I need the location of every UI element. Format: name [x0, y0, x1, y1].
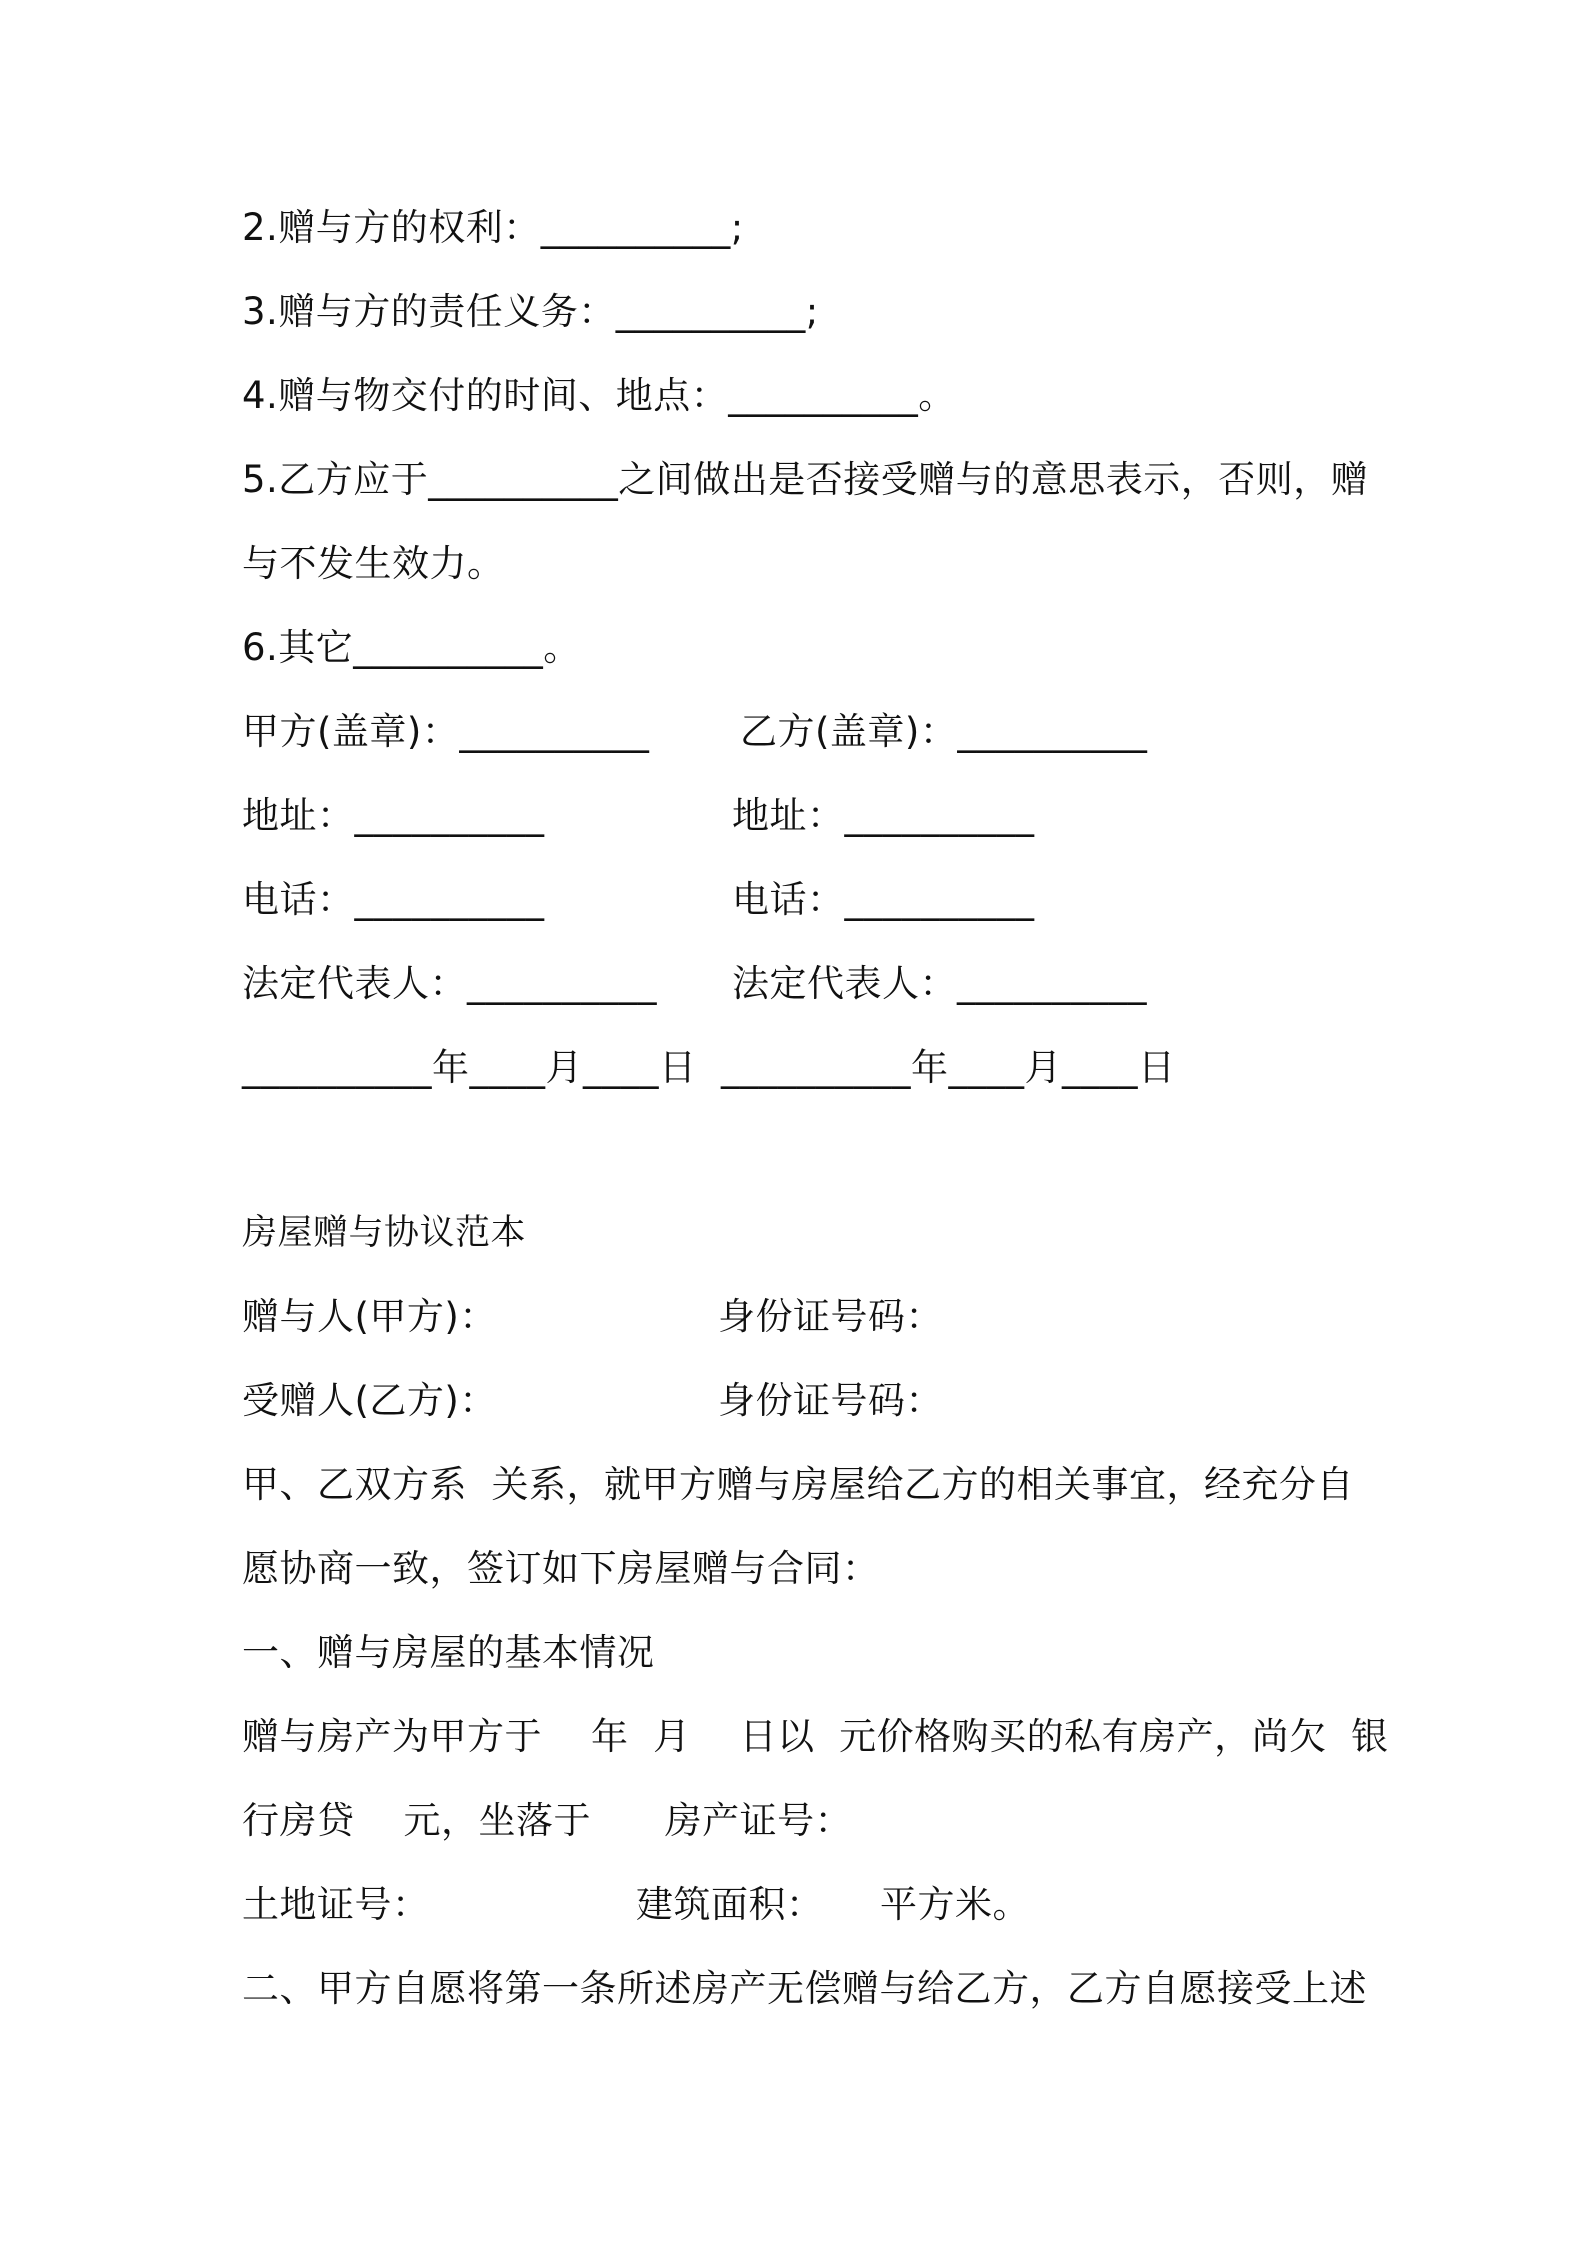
party-b-phone: 电话：__________: [732, 878, 1035, 921]
party-a-address: 地址：__________: [242, 794, 545, 837]
intro-line-2: 愿协商一致，签订如下房屋赠与合同：: [242, 1547, 880, 1590]
donor-id-label: 身份证号码：: [718, 1295, 943, 1338]
clause-2: 2.赠与方的权利：__________;: [242, 206, 744, 249]
clause-6: 6.其它__________。: [242, 626, 581, 669]
clause-3: 3.赠与方的责任义务：__________;: [242, 290, 819, 333]
party-b-representative: 法定代表人：__________: [732, 962, 1147, 1005]
building-area-label: 建筑面积：: [636, 1883, 824, 1926]
signature-date-line: __________年____月____日 __________年____月____日: [242, 1046, 1176, 1089]
area-unit: 平方米。: [880, 1883, 1030, 1926]
party-a-phone: 电话：__________: [242, 878, 545, 921]
section-1-heading: 一、赠与房屋的基本情况: [242, 1631, 655, 1674]
donor-label: 赠与人(甲方)：: [242, 1295, 497, 1338]
land-cert-label: 土地证号：: [242, 1883, 430, 1926]
clause-5-line-1: 5.乙方应于__________之间做出是否接受赠与的意思表示，否则，赠: [242, 458, 1369, 501]
donee-label: 受赠人(乙方)：: [242, 1379, 497, 1422]
section-1-line-2: 行房贷 元，坐落于 房产证号：: [242, 1799, 853, 1842]
party-b-address: 地址：__________: [732, 794, 1035, 837]
party-b-seal: 乙方(盖章)：__________: [740, 710, 1148, 753]
party-a-representative: 法定代表人：__________: [242, 962, 657, 1005]
agreement-title: 房屋赠与协议范本: [242, 1213, 527, 1253]
clause-5-line-2: 与不发生效力。: [242, 542, 505, 585]
section-2-line-1: 二、甲方自愿将第一条所述房产无偿赠与给乙方，乙方自愿接受上述: [242, 1967, 1367, 2010]
clause-4: 4.赠与物交付的时间、地点：__________。: [242, 374, 956, 417]
party-a-seal: 甲方(盖章)：__________: [242, 710, 650, 753]
section-1-line-1: 赠与房产为甲方于 年 月 日以 元价格购买的私有房产，尚欠 银: [242, 1715, 1389, 1758]
intro-line-1: 甲、乙双方系 关系，就甲方赠与房屋给乙方的相关事宜，经充分自: [242, 1463, 1355, 1506]
donee-id-label: 身份证号码：: [718, 1379, 943, 1422]
